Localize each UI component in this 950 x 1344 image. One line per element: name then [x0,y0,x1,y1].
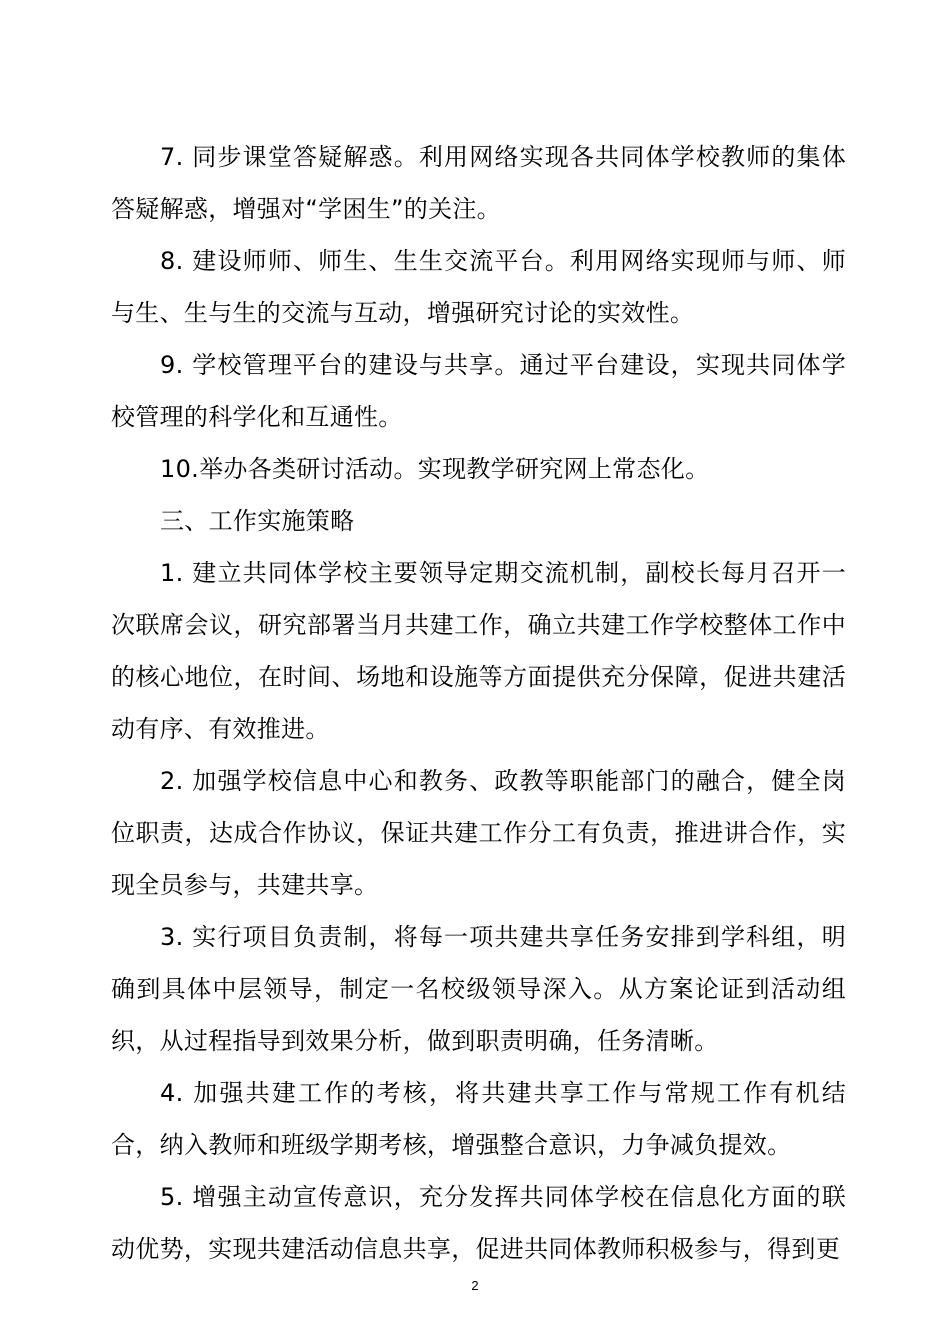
paragraph-item-10: 10.举办各类研讨活动。实现教学研究网上常态化。 [160,455,710,483]
page-number: 2 [471,1278,479,1293]
paragraph-item-9: 9. 学校管理平台的建设与共享。通过平台建设，实现共同体学校管理的科学化和互通性。 [111,351,846,431]
document-body [111,131,846,1275]
strategy-item-5: 5. 增强主动宣传意识，充分发挥共同体学校在信息化方面的联动优势，实现共建活动信息共享，促进共同体教师积极参与，得到更 [111,1183,846,1263]
strategy-item-3: 3. 实行项目负责制，将每一项共建共享任务安排到学科组，明确到具体中层领导，制定一名校级领导深入。从方案论证到活动组织，从过程指导到效果分析，做到职责明确，任务清晰。 [111,923,846,1055]
paragraph-item-8: 8. 建设师师、师生、生生交流平台。利用网络实现师与师、师与生、生与生的交流与互动，增强研究讨论的实效性。 [111,247,846,327]
section-heading-3: 三、工作实施策略 [160,507,355,535]
strategy-item-4: 4. 加强共建工作的考核，将共建共享工作与常规工作有机结合，纳入教师和班级学期考核，增强整合意识，力争减负提效。 [111,1079,846,1159]
strategy-item-2: 2. 加强学校信息中心和教务、政教等职能部门的融合，健全岗位职责，达成合作协议，保证共建工作分工有负责，推进讲合作，实现全员参与，共建共享。 [111,767,846,899]
strategy-item-1: 1. 建立共同体学校主要领导定期交流机制，副校长每月召开一次联席会议，研究部署当月共建工作，确立共建工作学校整体工作中的核心地位，在时间、场地和设施等方面提供充分保障，促进共建活动有序、有效推进。 [111,559,846,743]
paragraph-item-7: 7. 同步课堂答疑解惑。利用网络实现各共同体学校教师的集体答疑解惑，增强对“学困生”的关注。 [111,143,846,223]
